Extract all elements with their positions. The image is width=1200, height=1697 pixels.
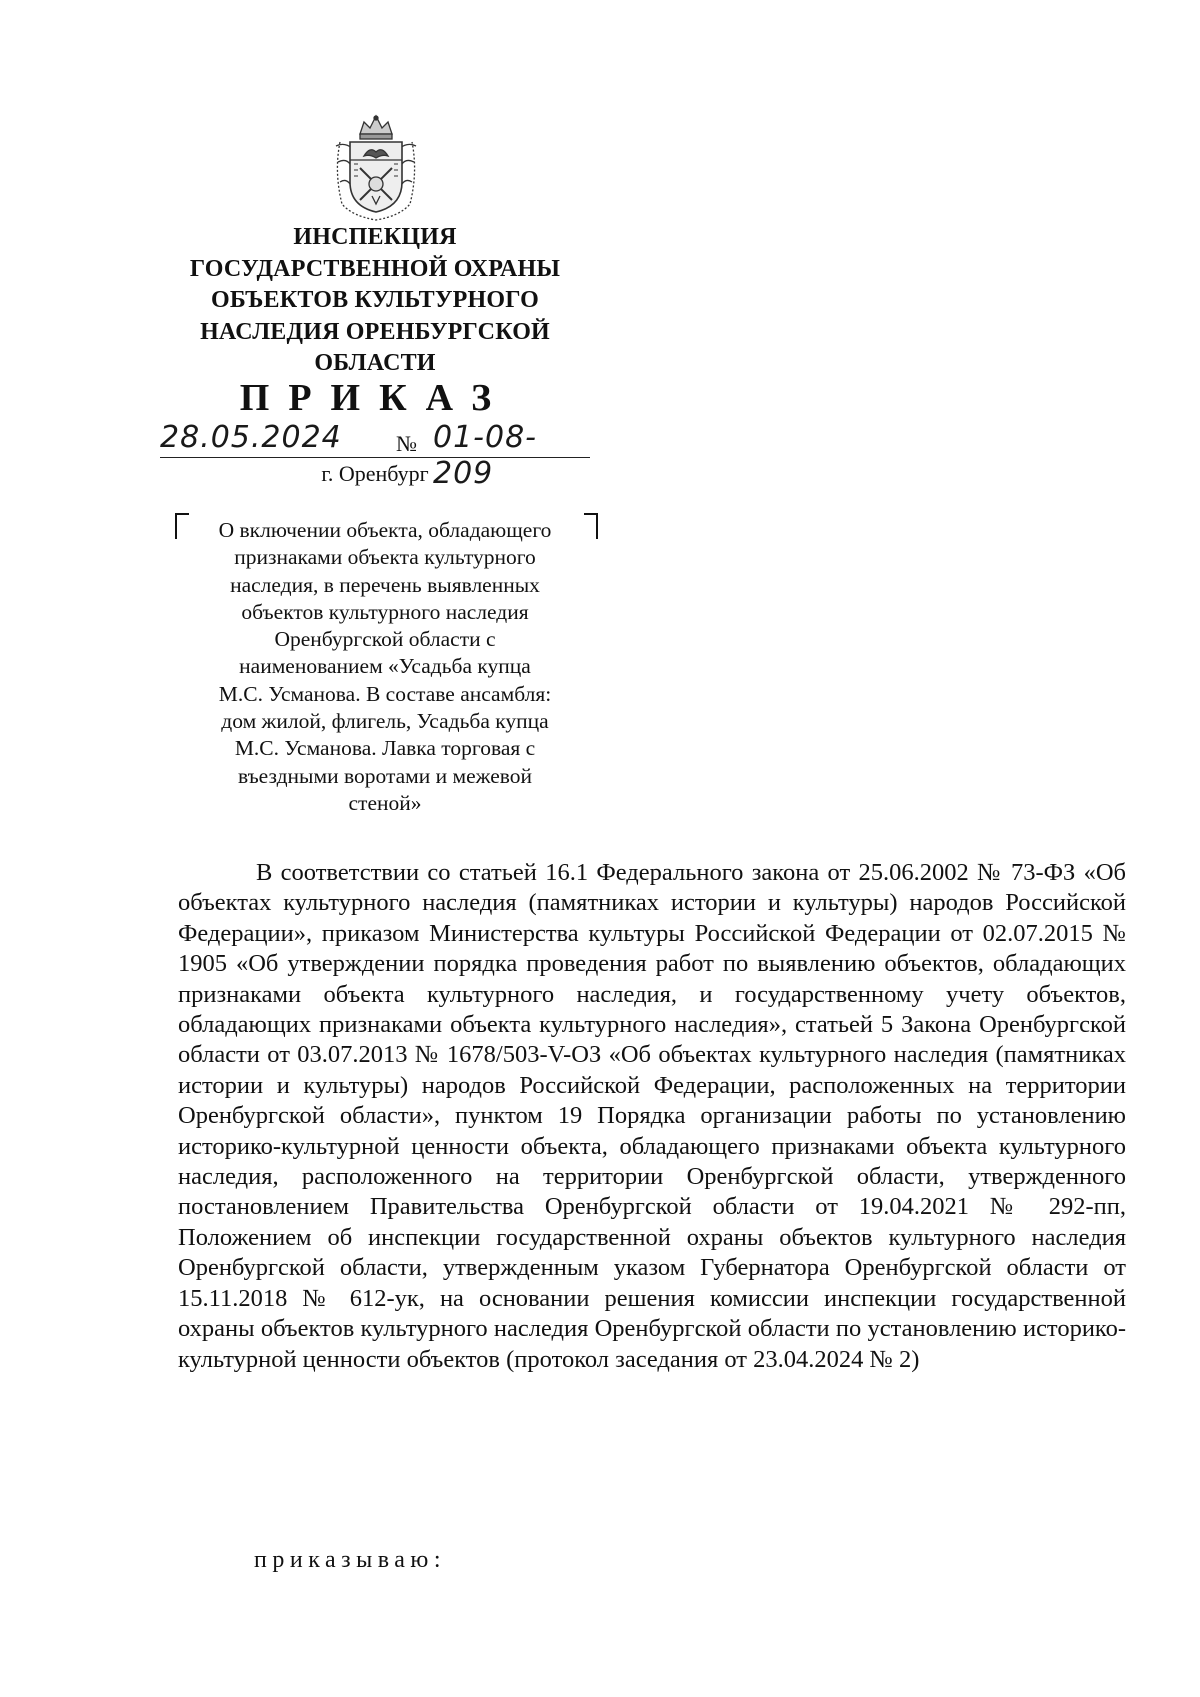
number-sign: № xyxy=(396,431,417,456)
subject-corner-bracket-left xyxy=(175,513,189,539)
date-number-underline xyxy=(160,457,590,458)
subject-line: въездными воротами и межевой xyxy=(237,763,533,788)
handwritten-date: 28.05.2024 xyxy=(160,420,342,455)
org-line: ИНСПЕКЦИЯ xyxy=(293,224,457,250)
subject-line: стеной» xyxy=(348,790,422,815)
decree-word: приказываю: xyxy=(254,1547,447,1573)
preamble-paragraph: В соответствии со статьей 16.1 Федерального закона от 25.06.2002 № 73-ФЗ «Об объектах культурного наследия (памятниках истории и культуры) народов Российской Федерации», приказом Министерства культуры Российской Федерации от 02.07.2015 № 1905 «Об утверждении порядка проведения работ по выявлению объектов, обладающих признаками объекта культурного наследия, и государственному учету объектов, обладающих признаками объекта культурного наследия», статьей 5 Закона Оренбургской области от 03.07.2013 № 1678/503-V-ОЗ «Об объектах культурного наследия (памятниках истории и культуры) народов Российской Федерации, расположенных на территории Оренбургской области», пунктом 19 Порядка организации работы по установлению историко-культурной ценности объекта, обладающего признаками объекта культурного наследия, расположенного на территории Оренбургской области, утвержденного постановлением Правительства Оренбургской области от 19.04.2021 № 292-пп, Положением об инспекции государственной охраны объектов культурного наследия Оренбургской области, утвержденным указом Губернатора Оренбургской области от 15.11.2018 № 612-ук, на основании решения комиссии инспекции государственной охраны объектов культурного наследия Оренбургской области по установлению историко-культурной ценности объектов (протокол заседания от 23.04.2024 № 2) xyxy=(178,859,1126,1373)
handwritten-order-number: 01-08-209 xyxy=(433,420,537,491)
subject-line: признаками объекта культурного xyxy=(234,545,536,570)
subject-line: наименованием «Усадьба купца xyxy=(239,654,531,679)
city-line: г. Оренбург xyxy=(321,461,429,486)
organization-name xyxy=(150,222,600,380)
subject-line: объектов культурного наследия xyxy=(241,599,529,624)
order-subject xyxy=(190,517,580,817)
org-line: ОБЪЕКТОВ КУЛЬТУРНОГО xyxy=(210,287,540,313)
subject-line: М.С. Усманова. Лавка торговая с xyxy=(234,736,536,761)
subject-line: дом жилой, флигель, Усадьба купца xyxy=(221,709,549,734)
subject-line: наследия, в перечень выявленных xyxy=(230,572,540,597)
subject-corner-bracket-right xyxy=(584,513,598,539)
subject-line: О включении объекта, обладающего xyxy=(218,518,552,542)
oblast-coat-of-arms-icon xyxy=(332,112,420,222)
org-line: ГОСУДАРСТВЕННОЙ ОХРАНЫ xyxy=(189,255,561,282)
subject-line: М.С. Усманова. В составе ансамбля: xyxy=(218,681,552,706)
document-type-title: ПРИКАЗ xyxy=(239,377,511,419)
subject-line: Оренбургской области с xyxy=(274,627,496,652)
org-line: НАСЛЕДИЯ ОРЕНБУРГСКОЙ xyxy=(200,318,550,345)
org-line: ОБЛАСТИ xyxy=(314,350,436,376)
